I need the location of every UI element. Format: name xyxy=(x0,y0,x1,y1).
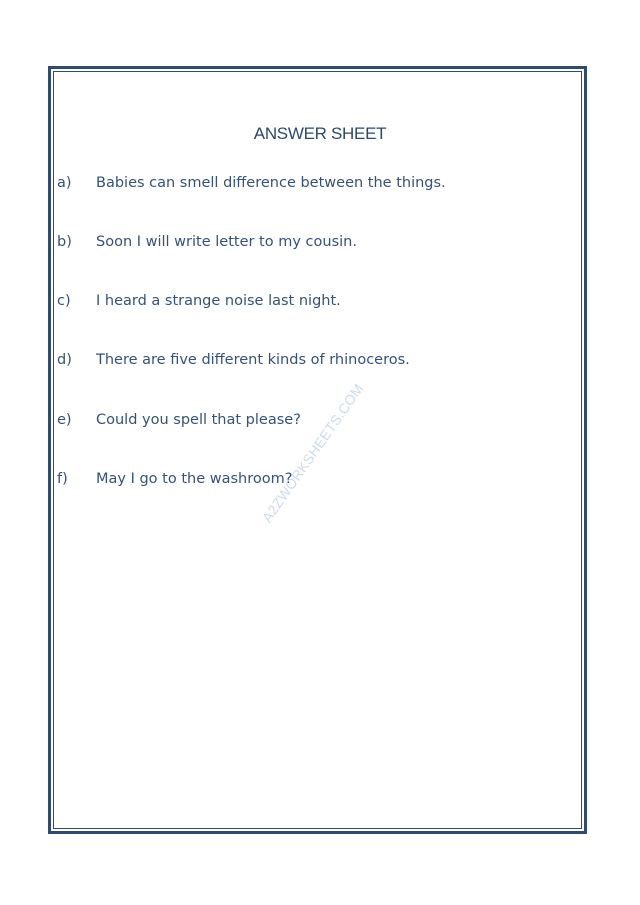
answer-letter: c) xyxy=(57,293,71,309)
answer-text: Could you spell that please? xyxy=(96,412,301,428)
answer-text: There are five different kinds of rhinoceros. xyxy=(96,352,410,368)
answer-letter: e) xyxy=(57,412,72,428)
answer-text: Soon I will write letter to my cousin. xyxy=(96,234,357,250)
watermark: A2ZWORKSHEETS.COM xyxy=(258,380,367,526)
answer-letter: a) xyxy=(57,175,72,191)
answer-text: Babies can smell difference between the things. xyxy=(96,175,446,191)
answer-letter: f) xyxy=(57,471,68,487)
answer-text: I heard a strange noise last night. xyxy=(96,293,341,309)
page-title: ANSWER SHEET xyxy=(253,124,387,143)
answer-text: May I go to the washroom? xyxy=(96,471,293,487)
answer-letter: b) xyxy=(57,234,72,250)
answer-letter: d) xyxy=(57,352,72,368)
